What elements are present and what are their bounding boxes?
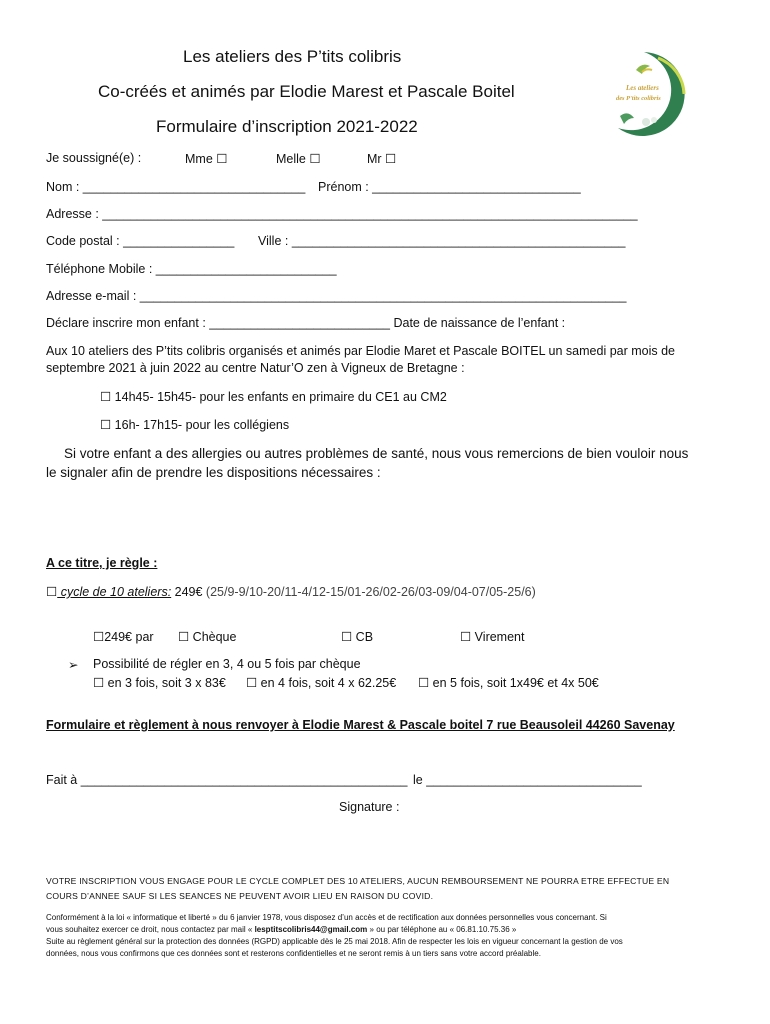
cycle-price: 249€ <box>171 585 203 599</box>
cycle-row[interactable] <box>46 584 536 599</box>
soussigne-label: Je soussigné(e) : <box>46 151 142 165</box>
melle-checkbox[interactable]: Melle ☐ <box>276 152 321 166</box>
contact-email-link[interactable]: lesptitscolibris44@gmail.com <box>254 925 368 934</box>
three-times-checkbox[interactable]: ☐ en 3 fois, soit 3 x 83€ <box>93 676 226 690</box>
pay-249-checkbox[interactable]: ☐249€ par <box>93 630 154 644</box>
adresse-field[interactable]: Adresse : _____________________________________________________________________________ <box>46 207 638 221</box>
signature-label: Signature : <box>339 800 400 814</box>
ateliers-intro-line-2: septembre 2021 à juin 2022 au centre Natur’O zen à Vigneux de Bretagne : <box>46 361 465 375</box>
legal-line-2-post: » ou par téléphone au « 06.81.10.75.36 » <box>367 925 517 934</box>
svg-text:Les ateliers: Les ateliers <box>626 84 659 92</box>
legal-line-1: Conformément à la loi « informatique et liberté » du 6 janvier 1978, vous disposez d’un accès et de rectification aux données personnelles vous concernant. Si <box>46 913 607 922</box>
legal-line-2 <box>46 925 516 934</box>
form-title: Formulaire d’inscription 2021-2022 <box>156 117 418 136</box>
allergy-line-1: Si votre enfant a des allergies ou autres problèmes de santé, nous vous remercions de bien vouloir nous <box>64 446 689 461</box>
legal-line-4: données, nous vous confirmons que ces données sont et resterons confidentielles et ne seront remis à un tiers sans votre accord préalable. <box>46 949 541 958</box>
ville-field[interactable]: Ville : ________________________________________________ <box>258 234 626 248</box>
option-college-checkbox[interactable]: ☐ 16h- 17h15- pour les collégiens <box>100 418 290 432</box>
engage-line-1: VOTRE INSCRIPTION VOUS ENGAGE POUR LE CYCLE COMPLET DES 10 ATELIERS, AUCUN REMBOURSEMENT NE POURRA ETRE EFFECTUE EN <box>46 876 670 886</box>
cycle-checkbox[interactable]: ☐ <box>46 585 58 599</box>
declare-child-field[interactable]: Déclare inscrire mon enfant : __________________________ Date de naissance de l’enfant : <box>46 316 566 330</box>
svg-text:des P'tits colibris: des P'tits colibris <box>616 95 661 102</box>
engage-line-2: COURS D’ANNEE SAUF SI LES SEANCES NE PEUVENT AVOIR LIEU EN RAISON DU COVID. <box>46 891 434 901</box>
colibri-logo-icon <box>598 48 690 140</box>
fait-a-field[interactable]: Fait à _______________________________________________ <box>46 773 408 787</box>
payment-heading: A ce titre, je règle : <box>46 556 158 570</box>
five-times-checkbox[interactable]: ☐ en 5 fois, soit 1x49€ et 4x 50€ <box>418 676 599 690</box>
allergy-line-2: le signaler afin de prendre les dispositions nécessaires : <box>46 465 381 480</box>
arrow-bullet-icon: ➢ <box>68 658 79 672</box>
cheque-checkbox[interactable]: ☐ Chèque <box>178 630 237 644</box>
date-field[interactable]: le _______________________________ <box>413 773 642 787</box>
possibility-text: Possibilité de régler en 3, 4 ou 5 fois par chèque <box>93 657 361 671</box>
code-postal-field[interactable]: Code postal : ________________ <box>46 234 235 248</box>
mr-checkbox[interactable]: Mr ☐ <box>367 152 397 166</box>
prenom-field[interactable]: Prénom : ______________________________ <box>318 180 581 194</box>
mme-checkbox[interactable]: Mme ☐ <box>185 152 228 166</box>
legal-line-3: Suite au règlement général sur la protection des données (RGPD) applicable dès le 25 mai 2018. Afin de respecter les lois en vigueur concernant la gestion de vos <box>46 937 623 946</box>
title-line-2: Co-créés et animés par Elodie Marest et Pascale Boitel <box>98 82 515 101</box>
telephone-field[interactable]: Téléphone Mobile : __________________________ <box>46 262 337 276</box>
return-address: Formulaire et règlement à nous renvoyer à Elodie Marest & Pascale boitel 7 rue Beausoleil 44260 Savenay <box>46 718 675 732</box>
nom-field[interactable]: Nom : ________________________________ <box>46 180 306 194</box>
cycle-label: cycle de 10 ateliers: <box>57 585 172 599</box>
virement-checkbox[interactable]: ☐ Virement <box>460 630 525 644</box>
cycle-dates: (25/9-9/10-20/11-4/12-15/01-26/02-26/03-09/04-07/05-25/6) <box>202 585 536 599</box>
four-times-checkbox[interactable]: ☐ en 4 fois, soit 4 x 62.25€ <box>246 676 397 690</box>
legal-line-2-pre: vous souhaitez exercer ce droit, nous contactez par mail « <box>46 925 255 934</box>
email-field[interactable]: Adresse e-mail : ______________________________________________________________________ <box>46 289 627 303</box>
title-line-1: Les ateliers des P’tits colibris <box>183 47 402 66</box>
option-primaire-checkbox[interactable]: ☐ 14h45- 15h45- pour les enfants en primaire du CE1 au CM2 <box>100 390 447 404</box>
cb-checkbox[interactable]: ☐ CB <box>341 630 374 644</box>
ateliers-intro-line-1: Aux 10 ateliers des P’tits colibris organisés et animés par Elodie Maret et Pascale BOITEL un samedi par mois de <box>46 344 675 358</box>
